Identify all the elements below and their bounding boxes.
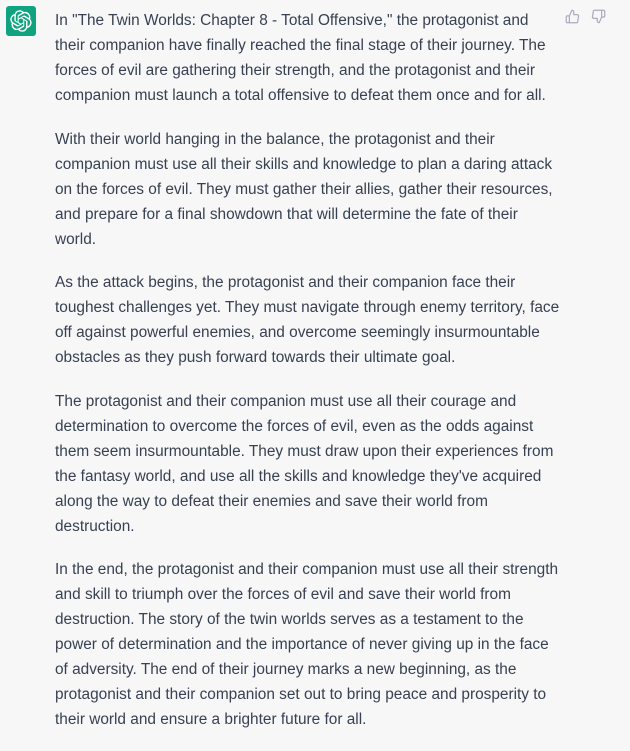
thumbs-down-button[interactable] xyxy=(589,7,607,25)
message-paragraph: As the attack begins, the protagonist and their companion face their toughest challenges yet. They must navigate through enemy territory, face off against powerful enemies, and overcome seemingly insurmountable obstacles as they push forward towards their ultimate goal. xyxy=(55,274,560,366)
message-content xyxy=(55,8,560,751)
message-paragraph: In the end, the protagonist and their companion must use all their strength and skill to triumph over the forces of evil and save their world from destruction. The story of the twin worlds serves as a testament to the power of determination and the importance of never giving up in the face of adversity. The end of their journey marks a new beginning, as the protagonist and their companion set out to bring peace and prosperity to their world and ensure a brighter future for all. xyxy=(55,561,559,728)
thumbs-up-button[interactable] xyxy=(563,7,581,25)
feedback-buttons xyxy=(563,7,607,25)
assistant-avatar xyxy=(6,6,36,36)
openai-logo-icon xyxy=(10,10,32,32)
message-paragraph: In "The Twin Worlds: Chapter 8 - Total Offensive," the protagonist and their companion have finally reached the final stage of their journey. The forces of evil are gathering their strength, and the protagonist and their companion must launch a total offensive to defeat them once and for all. xyxy=(55,12,546,104)
thumbs-down-icon xyxy=(591,9,606,24)
message-paragraph: The protagonist and their companion must use all their courage and determination to overcome the forces of evil, even as the odds against them seem insurmountable. They must draw upon their experiences from the fantasy world, and use all the skills and knowledge they've acquired along the way to defeat their enemies and save their world from destruction. xyxy=(55,392,554,535)
message-paragraph: With their world hanging in the balance, the protagonist and their companion must use all their skills and knowledge to plan a daring attack on the forces of evil. They must gather their allies, gather their resources, and prepare for a final showdown that will determine the fate of their world. xyxy=(55,130,553,248)
thumbs-up-icon xyxy=(565,9,580,24)
